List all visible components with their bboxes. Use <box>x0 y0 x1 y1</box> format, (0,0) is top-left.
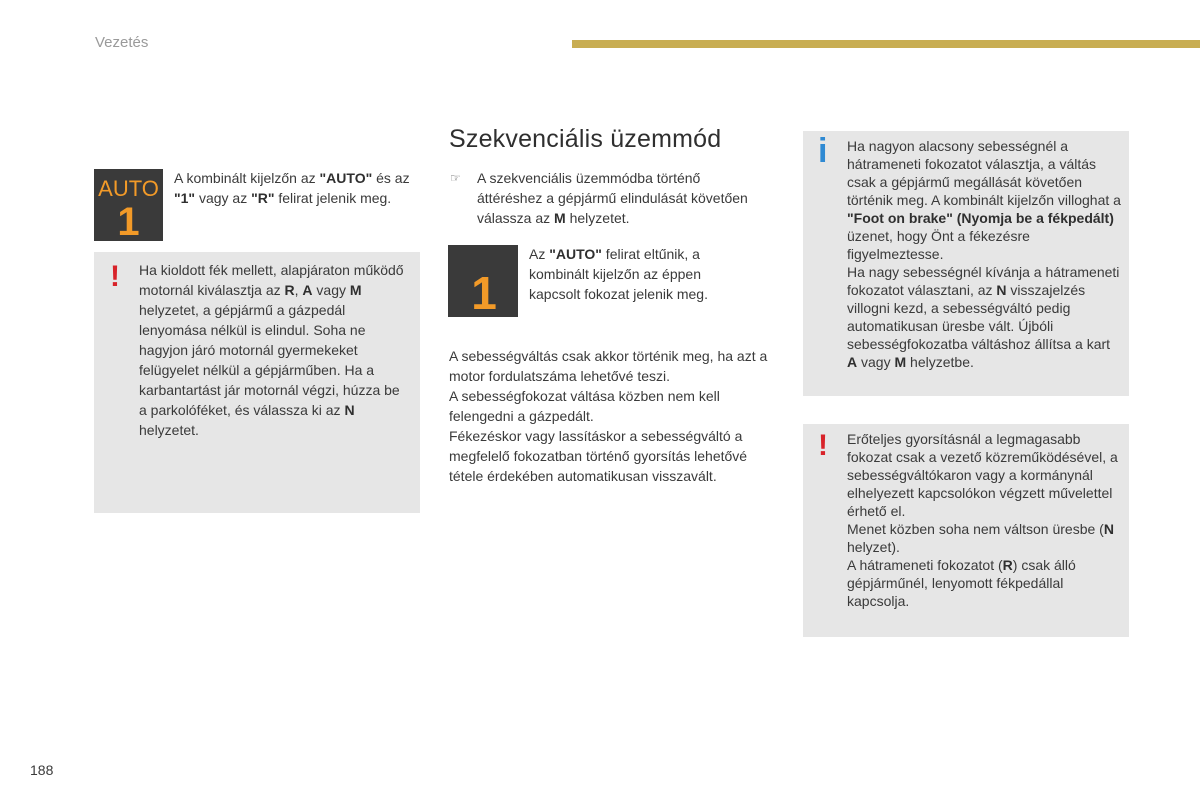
text-run: Erőteljes gyorsításnál a legmagasabb fokozat csak a vezető közreműködésével, a sebességváltókaron vagy a kormánynál elhelyezett kapcsolókon végzett művelettel érhető el. <box>847 431 1118 519</box>
text-run: helyzetet. <box>565 210 630 226</box>
gear-display-icon <box>448 245 518 317</box>
warning-icon: ! <box>818 429 828 462</box>
text-bold: R <box>284 282 295 298</box>
text-bold: "AUTO" <box>549 246 602 262</box>
text-run: vagy <box>312 282 350 298</box>
bullet-text <box>477 168 762 228</box>
text-run: Ha nagy sebességnél kívánja a hátrameneti fokozatot választani, az <box>847 264 1120 298</box>
auto-display-graphic <box>94 169 163 241</box>
text-run: Ha nagyon alacsony sebességnél a hátrameneti fokozatot választja, a váltás csak a gépjármű megállását követően történik meg. A kombinált kijelzőn villoghat a <box>847 138 1121 208</box>
text-bold: M <box>554 210 566 226</box>
paragraph: A sebességváltás csak akkor történik meg, ha azt a motor fordulatszáma lehetővé teszi. <box>449 348 768 384</box>
text-bold: "1" <box>174 190 196 206</box>
auto-digit-text: 1 <box>117 200 140 241</box>
text-bold: N <box>344 402 355 418</box>
text-run: A szekvenciális üzemmódba történő áttéréshez a gépjármű elindulását követően válassza az <box>477 170 748 226</box>
display-description <box>174 168 419 208</box>
gear-description <box>529 244 744 304</box>
text-run: helyzetet, a gépjármű a gázpedál lenyomása nélkül is elindul. Soha ne hagyjon járó motornál gyermekeket felügyelet nélkül a gépjárműben. Ha a karbantartást jár motornál végzi, húzza be a parkolóféket, és válassza ki az <box>139 302 400 418</box>
gear-digit-text: 1 <box>471 267 497 317</box>
text-bold: "R" <box>251 190 275 206</box>
text-bold: M <box>349 282 362 298</box>
auto-label-text: AUTO <box>98 176 159 201</box>
text-bold: A <box>847 354 858 370</box>
warning-text-left <box>139 260 409 440</box>
header-accent-bar <box>572 40 1200 48</box>
text-run: vagy <box>857 354 895 370</box>
page-number: 188 <box>30 762 54 778</box>
text-run: visszajelzés villogni kezd, a sebességváltó pedig automatikusan üresbe vált. Újbóli sebességfokozatba váltáshoz állítsa a kart <box>847 282 1111 352</box>
section-header-title: Vezetés <box>95 34 149 51</box>
text-run: felirat eltűnik, a kombinált kijelzőn az éppen kapcsolt fokozat jelenik meg. <box>529 246 708 302</box>
text-run: vagy az <box>195 190 252 206</box>
info-text <box>847 137 1122 371</box>
section-title: Szekvenciális üzemmód <box>449 125 722 153</box>
paragraph: A sebességfokozat váltása közben nem kell felengedni a gázpedált. <box>449 388 720 424</box>
warning-text-right <box>847 430 1122 610</box>
text-bold: A <box>302 282 313 298</box>
text-run: Menet közben soha nem váltson üresbe ( <box>847 521 1104 537</box>
warning-icon: ! <box>110 260 120 293</box>
text-run: Az <box>529 246 550 262</box>
text-run: felirat jelenik meg. <box>274 190 392 206</box>
gear-display-graphic <box>448 245 518 317</box>
info-icon: i <box>818 132 828 170</box>
text-bold: "Foot on brake" (Nyomja be a fékpedált) <box>847 210 1114 226</box>
text-run: Ha kioldott fék mellett, alapjáraton működő motornál kiválasztja az <box>139 262 404 298</box>
text-run: helyzetbe. <box>906 354 974 370</box>
text-run: és az <box>372 170 410 186</box>
text-bold: "AUTO" <box>319 170 373 186</box>
paragraph: Fékezéskor vagy lassításkor a sebességváltó a megfelelő fokozatban történő gyorsítás lehetővé tétele érdekében automatikusan visszavált. <box>449 428 748 484</box>
text-bold: N <box>996 282 1007 298</box>
pointing-hand-icon: ☞ <box>450 171 461 185</box>
text-run: helyzet). <box>847 539 900 555</box>
text-run: A kombinált kijelzőn az <box>174 170 320 186</box>
text-bold: M <box>894 354 907 370</box>
text-run: helyzetet. <box>139 422 199 438</box>
text-bold: R <box>1002 557 1013 573</box>
text-bold: N <box>1103 521 1114 537</box>
text-run: ) csak álló gépjárműnél, lenyomott fékpedállal kapcsolja. <box>847 557 1076 609</box>
text-run: A hátrameneti fokozatot ( <box>847 557 1003 573</box>
auto-display-icon <box>94 169 163 241</box>
text-run: üzenet, hogy Önt a fékezésre figyelmeztesse. <box>847 228 1030 262</box>
text-run: , <box>294 282 303 298</box>
body-text <box>449 346 769 486</box>
